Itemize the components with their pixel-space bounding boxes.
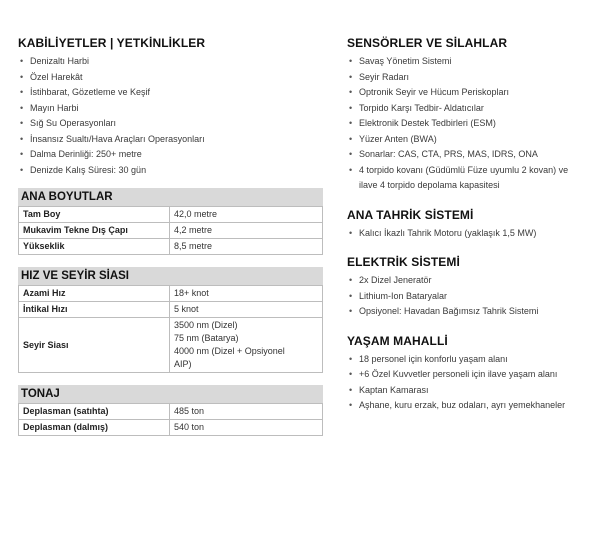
right-column [347,36,587,414]
list-item: • +6 Özel Kuvvetler personeli için ilave yaşam alanı [347,367,587,383]
living-title: YAŞAM MAHALLİ [347,333,448,348]
propulsion-title: ANA TAHRİK SİSTEMİ [347,207,474,222]
list-item: • Mayın Harbi [18,101,323,117]
list-item: • Özel Harekât [18,70,323,86]
dimensions-header: ANA BOYUTLAR [18,188,323,206]
dimensions-table [18,206,323,255]
row-label: İntikal Hızı [19,302,170,318]
list-item: • Kaptan Kamarası [347,383,587,399]
list-item: • Torpido Karşı Tedbir- Aldatıcılar [347,101,587,117]
list-item: • İstihbarat, Gözetleme ve Keşif [18,85,323,101]
table-row [19,207,323,223]
table-row [19,286,323,302]
table-row [19,239,323,255]
list-item: • Denizde Kalış Süresi: 30 gün [18,163,323,179]
list-item: • Kalıcı İkazlı Tahrik Motoru (yaklaşık 1,5 MW) [347,226,587,242]
row-label: Azami Hız [19,286,170,302]
row-value: 42,0 metre [170,207,323,223]
list-item: • Sığ Su Operasyonları [18,116,323,132]
electric-list [347,273,587,320]
sensors-list [347,54,587,194]
living-list [347,352,587,414]
list-item: • 18 personel için konforlu yaşam alanı [347,352,587,368]
list-item: • Sonarlar: CAS, CTA, PRS, MAS, IDRS, ONA [347,147,587,163]
list-item: • Opsiyonel: Havadan Bağımsız Tahrik Sistemi [347,304,587,320]
list-item: • Yüzer Anten (BWA) [347,132,587,148]
row-value [170,318,323,373]
row-value: 4,2 metre [170,223,323,239]
row-label: Tam Boy [19,207,170,223]
tonnage-header: TONAJ [18,385,323,403]
row-value: 485 ton [170,404,323,420]
electric-title: ELEKTRİK SİSTEMİ [347,255,460,269]
list-item: • Lithium-Ion Bataryalar [347,289,587,305]
list-item: • Savaş Yönetim Sistemi [347,54,587,70]
row-label: Mukavim Tekne Dış Çapı [19,223,170,239]
table-row [19,318,323,373]
range-line: 75 nm (Batarya) [174,333,239,343]
left-column [18,36,323,436]
row-label: Seyir Siası [19,318,170,373]
tonnage-table [18,403,323,436]
list-item: • İnsansız Sualtı/Hava Araçları Operasyonları [18,132,323,148]
table-row [19,302,323,318]
row-value: 8,5 metre [170,239,323,255]
table-row [19,223,323,239]
list-item: • Denizaltı Harbi [18,54,323,70]
row-value: 18+ knot [170,286,323,302]
list-item: • Elektronik Destek Tedbirleri (ESM) [347,116,587,132]
speed-range-table [18,285,323,373]
list-item: • 4 torpido kovanı (Güdümlü Füze uyumlu 2 kovan) ve ilave 4 torpido depolama kapasitesi [347,163,587,194]
row-value: 540 ton [170,420,323,436]
sensors-title: SENSÖRLER VE SİLAHLAR [347,36,508,50]
speed-range-header: HIZ VE SEYİR SİASI [18,267,323,285]
capabilities-list [18,54,323,178]
list-item: • Dalma Derinliği: 250+ metre [18,147,323,163]
row-value: 5 knot [170,302,323,318]
row-label: Deplasman (satıhta) [19,404,170,420]
range-line: 4000 nm (Dizel + Opsiyonel [174,346,285,356]
row-label: Yükseklik [19,239,170,255]
range-line: AIP) [174,359,192,369]
list-item: • Optronik Seyir ve Hücum Periskopları [347,85,587,101]
table-row [19,420,323,436]
propulsion-list [347,226,587,242]
list-item: • Seyir Radarı [347,70,587,86]
row-label: Deplasman (dalmış) [19,420,170,436]
capabilities-title: KABİLİYETLER | YETKİNLİKLER [18,36,206,50]
list-item: • 2x Dizel Jeneratör [347,273,587,289]
list-item: • Aşhane, kuru erzak, buz odaları, ayrı yemekhaneler [347,398,587,414]
table-row [19,404,323,420]
range-line: 3500 nm (Dizel) [174,320,238,330]
